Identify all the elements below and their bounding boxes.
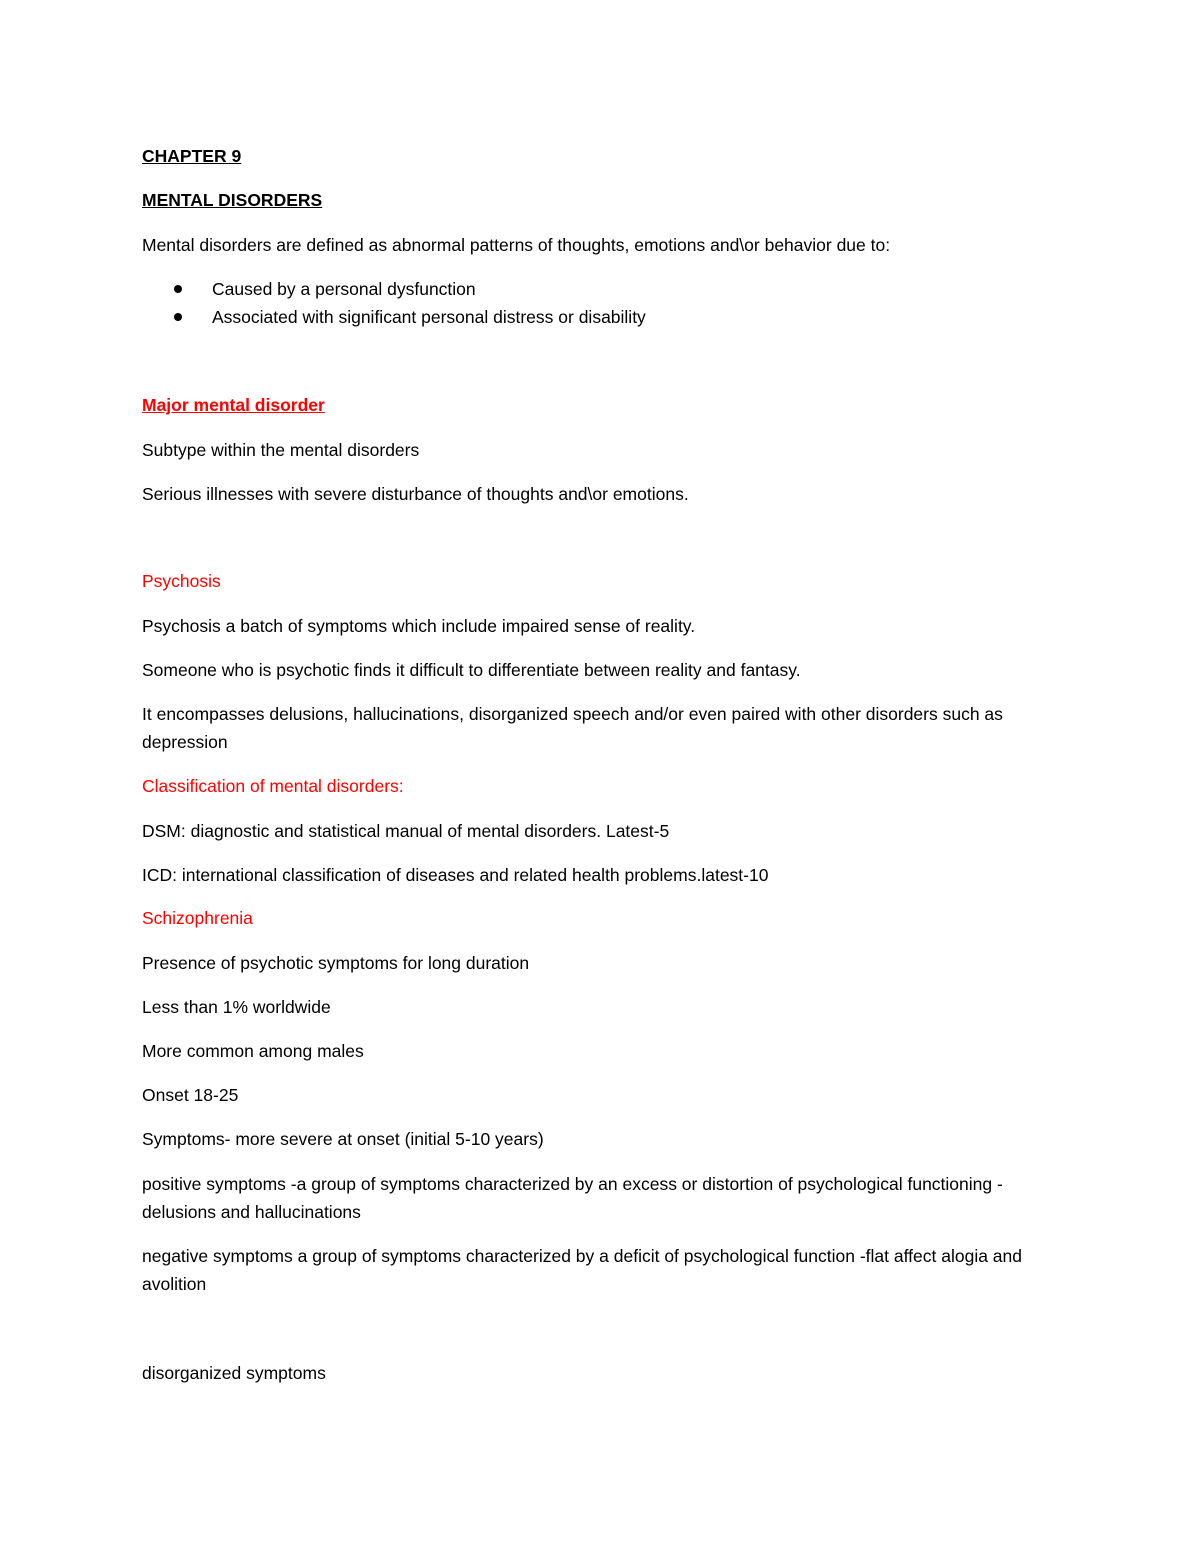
paragraph: negative symptoms a group of symptoms characterized by a deficit of psychological function -flat affect alogia and avolition <box>142 1246 1022 1294</box>
chapter-title: CHAPTER 9 <box>142 146 242 166</box>
paragraph: ICD: international classification of diseases and related health problems.latest-10 <box>142 865 769 885</box>
section-title: MENTAL DISORDERS <box>142 190 323 210</box>
psychosis-heading: Psychosis <box>142 571 221 591</box>
paragraph: Someone who is psychotic finds it difficult to differentiate between reality and fantasy. <box>142 660 801 680</box>
schizophrenia-heading: Schizophrenia <box>142 908 253 928</box>
paragraph: Onset 18-25 <box>142 1085 239 1105</box>
classification-heading: Classification of mental disorders: <box>142 776 404 796</box>
paragraph: It encompasses delusions, hallucinations, disorganized speech and/or even paired with other disorders such as depression <box>142 704 1003 752</box>
bullet-text: Associated with significant personal distress or disability <box>212 307 646 327</box>
paragraph: Serious illnesses with severe disturbance of thoughts and\or emotions. <box>142 484 689 504</box>
intro-paragraph: Mental disorders are defined as abnormal patterns of thoughts, emotions and\or behavior due to: <box>142 235 891 255</box>
bullet-icon <box>174 285 182 293</box>
paragraph: Subtype within the mental disorders <box>142 440 420 460</box>
paragraph: DSM: diagnostic and statistical manual of mental disorders. Latest-5 <box>142 821 670 841</box>
paragraph: Psychosis a batch of symptoms which include impaired sense of reality. <box>142 616 696 636</box>
paragraph: positive symptoms -a group of symptoms characterized by an excess or distortion of psychological functioning -delusions and hallucinations <box>142 1174 1003 1222</box>
paragraph: More common among males <box>142 1041 364 1061</box>
bullet-text: Caused by a personal dysfunction <box>212 279 476 299</box>
paragraph: Presence of psychotic symptoms for long duration <box>142 953 530 973</box>
paragraph: Symptoms- more severe at onset (initial 5-10 years) <box>142 1129 544 1149</box>
paragraph: disorganized symptoms <box>142 1363 326 1383</box>
major-disorder-heading: Major mental disorder <box>142 395 325 415</box>
bullet-icon <box>174 313 182 321</box>
paragraph: Less than 1% worldwide <box>142 997 331 1017</box>
